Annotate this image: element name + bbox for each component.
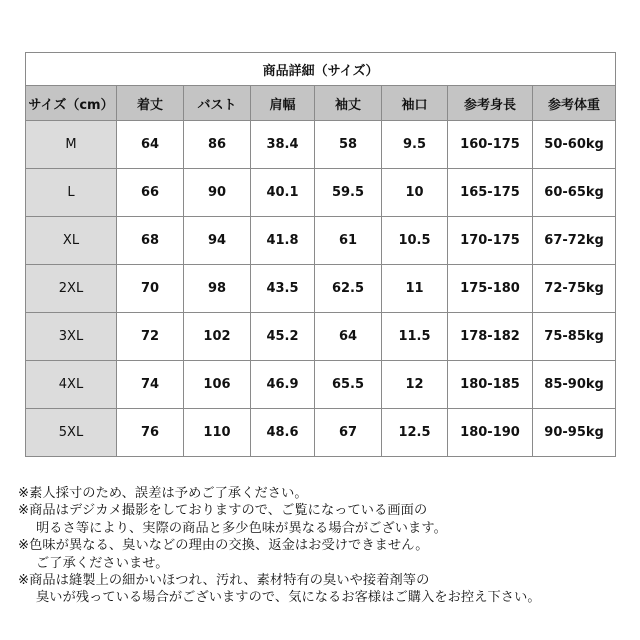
table-cell: 38.4 bbox=[251, 121, 315, 169]
table-cell: 59.5 bbox=[315, 169, 382, 217]
table-cell: 10 bbox=[382, 169, 448, 217]
note-line: ご了承くださいませ。 bbox=[36, 555, 169, 571]
table-cell: 67-72kg bbox=[533, 217, 616, 265]
table-cell: 11 bbox=[382, 265, 448, 313]
table-row bbox=[26, 121, 616, 169]
table-cell: 180-190 bbox=[448, 409, 533, 457]
table-cell: 58 bbox=[315, 121, 382, 169]
size-cell: 5XL bbox=[26, 409, 117, 457]
header-weight: 参考体重 bbox=[533, 86, 616, 121]
table-row bbox=[26, 169, 616, 217]
table-cell: 85-90kg bbox=[533, 361, 616, 409]
table-cell: 110 bbox=[184, 409, 251, 457]
table-cell: 48.6 bbox=[251, 409, 315, 457]
table-cell: 11.5 bbox=[382, 313, 448, 361]
table-cell: 70 bbox=[117, 265, 184, 313]
table-cell: 12 bbox=[382, 361, 448, 409]
size-chart-table bbox=[25, 52, 616, 457]
size-cell: 2XL bbox=[26, 265, 117, 313]
table-title: 商品詳細（サイズ） bbox=[26, 53, 616, 86]
table-cell: 165-175 bbox=[448, 169, 533, 217]
note-line: 臭いが残っている場合がございますので、気になるお客様はご購入をお控え下さい。 bbox=[36, 590, 541, 606]
table-cell: 68 bbox=[117, 217, 184, 265]
table-cell: 65.5 bbox=[315, 361, 382, 409]
size-cell: 4XL bbox=[26, 361, 117, 409]
table-row bbox=[26, 361, 616, 409]
table-cell: 94 bbox=[184, 217, 251, 265]
table-row bbox=[26, 409, 616, 457]
table-cell: 64 bbox=[117, 121, 184, 169]
size-cell: XL bbox=[26, 217, 117, 265]
table-row bbox=[26, 265, 616, 313]
note-line: ※商品はデジカメ撮影をしておりますので、ご覧になっている画面の bbox=[18, 503, 428, 519]
header-size: サイズ（cm） bbox=[26, 86, 117, 121]
size-cell: M bbox=[26, 121, 117, 169]
table-cell: 62.5 bbox=[315, 265, 382, 313]
table-cell: 45.2 bbox=[251, 313, 315, 361]
header-sleeve: 袖丈 bbox=[315, 86, 382, 121]
table-row bbox=[26, 217, 616, 265]
table-cell: 50-60kg bbox=[533, 121, 616, 169]
table-cell: 67 bbox=[315, 409, 382, 457]
table-cell: 40.1 bbox=[251, 169, 315, 217]
header-bust: バスト bbox=[184, 86, 251, 121]
table-cell: 102 bbox=[184, 313, 251, 361]
table-cell: 74 bbox=[117, 361, 184, 409]
header-length: 着丈 bbox=[117, 86, 184, 121]
table-cell: 160-175 bbox=[448, 121, 533, 169]
table-cell: 75-85kg bbox=[533, 313, 616, 361]
note-line: ※色味が異なる、臭いなどの理由の交換、返金はお受けできません。 bbox=[18, 538, 429, 554]
table-cell: 9.5 bbox=[382, 121, 448, 169]
table-cell: 90-95kg bbox=[533, 409, 616, 457]
table-cell: 178-182 bbox=[448, 313, 533, 361]
table-cell: 66 bbox=[117, 169, 184, 217]
header-cuff: 袖口 bbox=[382, 86, 448, 121]
table-header-row bbox=[26, 86, 616, 121]
table-row bbox=[26, 313, 616, 361]
note-line: 明るさ等により、実際の商品と多少色味が異なる場合がございます。 bbox=[36, 520, 447, 536]
table-cell: 41.8 bbox=[251, 217, 315, 265]
table-cell: 180-185 bbox=[448, 361, 533, 409]
table-cell: 170-175 bbox=[448, 217, 533, 265]
table-cell: 12.5 bbox=[382, 409, 448, 457]
table-cell: 86 bbox=[184, 121, 251, 169]
table-cell: 61 bbox=[315, 217, 382, 265]
table-cell: 90 bbox=[184, 169, 251, 217]
table-cell: 43.5 bbox=[251, 265, 315, 313]
header-height: 参考身長 bbox=[448, 86, 533, 121]
table-cell: 72-75kg bbox=[533, 265, 616, 313]
size-cell: L bbox=[26, 169, 117, 217]
table-cell: 46.9 bbox=[251, 361, 315, 409]
table-cell: 72 bbox=[117, 313, 184, 361]
table-cell: 10.5 bbox=[382, 217, 448, 265]
header-shoulder: 肩幅 bbox=[251, 86, 315, 121]
table-cell: 106 bbox=[184, 361, 251, 409]
table-cell: 76 bbox=[117, 409, 184, 457]
note-line: ※商品は縫製上の細かいほつれ、汚れ、素材特有の臭いや接着剤等の bbox=[18, 573, 430, 589]
table-cell: 64 bbox=[315, 313, 382, 361]
size-cell: 3XL bbox=[26, 313, 117, 361]
table-cell: 60-65kg bbox=[533, 169, 616, 217]
notes-block bbox=[18, 485, 628, 607]
table-cell: 98 bbox=[184, 265, 251, 313]
note-line: ※素人採寸のため、誤差は予めご了承ください。 bbox=[18, 486, 308, 501]
table-cell: 175-180 bbox=[448, 265, 533, 313]
